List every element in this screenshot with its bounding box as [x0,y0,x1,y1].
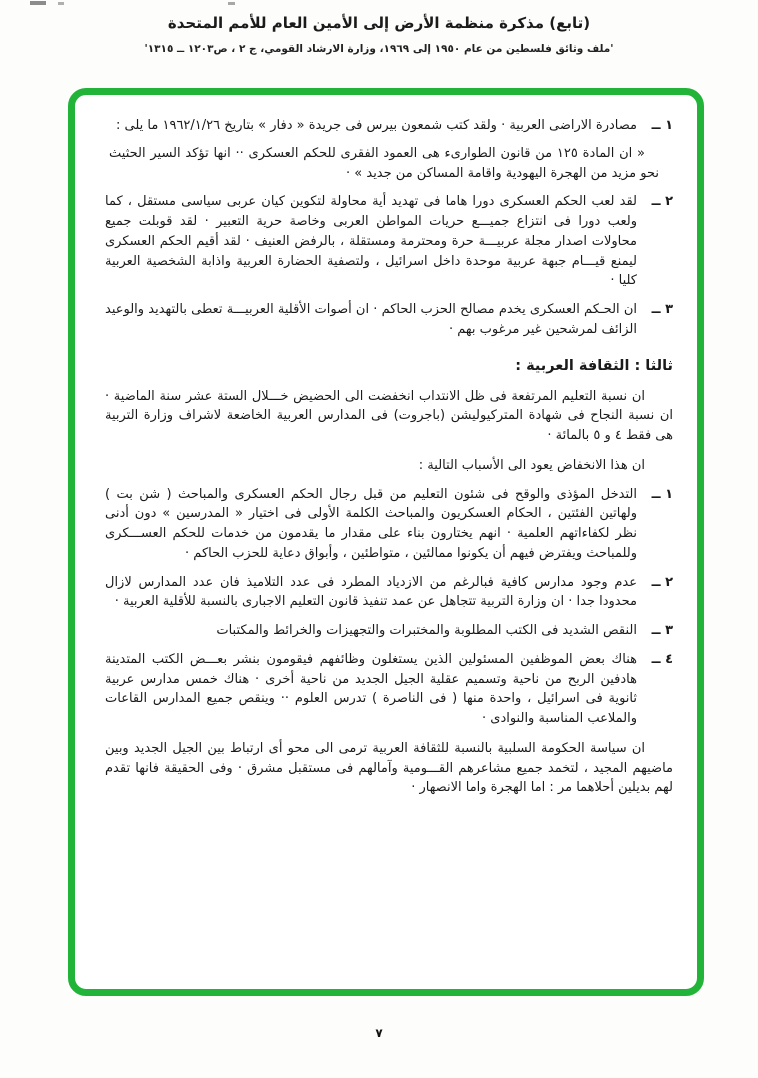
item-number: ٢ ــ [651,574,673,590]
item-number: ١ ــ [651,486,673,502]
document-citation: 'ملف وثائق فلسطين من عام ١٩٥٠ إلى ١٩٦٩، وزارة الارشاد القومي، ج ٢ ، ص١٢٠٣ ــ ١٣١٥' [144,43,614,55]
item-number: ٣ ــ [651,623,673,639]
item-number: ٣ ــ [651,302,673,317]
numbered-item [105,650,673,729]
item-number: ١ ــ [651,118,673,133]
document-header [0,14,758,55]
item-number: ٢ ــ [651,194,673,210]
numbered-item [105,116,673,136]
item-text: التدخل المؤذى والوقح فى شئون التعليم من قبل رجال الحكم العسكرى والمباحث ( شن بت ) ولهاتين الفئتين ، الحكام العسكريون والمباحث الكلمة الأولى فى اختيار « المدرسين » دون أدنى نظر لكفاءاتهم العلمية · انهم يختارون بناء على مقدار ما يقدمون من خدمات للحكم العســـكرى وللمباحث ويفترض فيهم أن يكونوا ممالئين ، متواطئين ، وأبواق دعاية للحزب الحاكم · [105,486,637,561]
numbered-item [105,573,673,613]
paragraph: ان هذا الانخفاض يعود الى الأسباب التالية : [418,457,645,473]
item-text: النقص الشديد فى الكتب المطلوبة والمختبرات والتجهيزات والخرائط والمكتبات [216,623,637,639]
scan-artifact [58,2,64,5]
numbered-item [105,192,673,291]
scan-artifact [228,2,235,5]
scan-artifact [30,1,46,5]
numbered-item [105,485,673,564]
numbered-item [105,300,673,340]
quoted-paragraph: « ان المادة ١٢٥ من قانون الطوارىء هى العمود الفقرى للحكم العسكرى ·· انها تؤكد السير الحثيث نحو مزيد من الهجرة اليهودية واقامة المساكن من جديد » · [109,145,659,181]
page-number: ٧ [375,1026,383,1040]
item-text: لقد لعب الحكم العسكرى دورا هاما فى تهديد أية محاولة لتكوين كيان عربى سياسى مستقل ، كما ولعب دورا فى انتزاع جميـــع حريات المواطن العربى وخاصة حرية التعبير · لقد قوبلت جميع محاولات اصدار مجلة عربيـــة حرة ومحترمة ومستقلة ، بالرفض العنيف · لقد أقيم الحكم العسكرى ليمنع قيـــام جبهة عربية موحدة داخل اسرائيل ، ولتصفية الحضارة العربية واذابة الشخصية العربية كليا · [105,194,637,289]
item-text: مصادرة الاراضى العربية · ولقد كتب شمعون بيرس فى جريدة « دفار » بتاريخ ١٩٦٢/١/٢٦ ما يلى : [116,118,637,133]
item-text: هناك بعض الموظفين المسئولين الذين يستغلون وظائفهم فيقومون بنشر بعـــض الكتب المتدينة هادفين الربح من ناحية وتسميم عقلية الجيل الجديد من ناحية أخرى · هناك خمس مدارس عربية ثانوية فى اسرائيل ، واحدة منها ( فى الناصرة ) تدرس العلوم ·· وينقص جميع المدارس القاعات والملاعب المناسبة والنوادى · [105,651,637,727]
paragraph: ان سياسة الحكومة السلبية بالنسبة للثقافة العربية ترمى الى محو أى ارتباط بين الجيل الجديد وبين ماضيهم المجيد ، لتخمد جميع مشاعرهم القـــومية وآمالهم فى مستقبل مشرق · وفى الحقيقة فانها تقدم لهم بديلين أحلاهما مر : اما الهجرة واما الانصهار · [105,740,673,796]
item-text: ان الحـكم العسكرى يخدم مصالح الحزب الحاكم · ان أصوات الأقلية العربيـــة تعطى بالتهديد والوعيد الزائف لمرشحين غير مرغوب بهم · [105,302,637,337]
content-frame [68,88,704,996]
paragraph: ان نسبة التعليم المرتفعة فى ظل الانتداب انخفضت الى الحضيض خـــلال الستة عشر سنة الماضية · ان نسبة النجاح فى شهادة المتركيوليشن (باجروت) فى المدارس العربية الخاضعة لاشراف وزارة التربية هى فقط ٤ و ٥ بالمائة · [105,388,673,444]
numbered-item [105,621,673,641]
section-heading: ثالثا : الثقافة العربية : [515,357,673,374]
item-number: ٤ ــ [651,651,673,667]
item-text: عدم وجود مدارس كافية فبالرغم من الازدياد المطرد فى عدد التلاميذ فان عدد المدارس لازال محدودا جدا · ان وزارة التربية تتجاهل عن عمد تنفيذ قانون التعليم الاجبارى بالنسبة للأقلية العربية · [105,574,637,610]
document-title: (تابع) مذكرة منظمة الأرض إلى الأمين العام للأمم المتحدة [167,14,591,32]
